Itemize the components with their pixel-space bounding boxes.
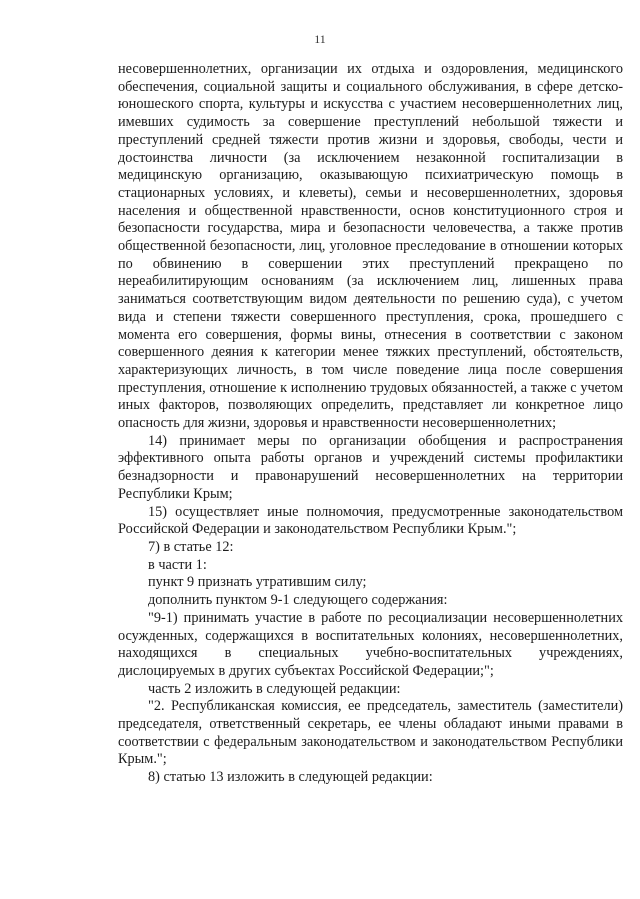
paragraph: в части 1: (148, 556, 207, 573)
paragraph: несовершеннолетних, организации их отдыха и оздоровления, медицинского обеспечения, социальной защиты и социального обслуживания, в сфере детско-юношеского спорта, культуры и искусства с участием несовершеннолетних лиц, имевших судимость за совершение преступлений небольшой тяжести и преступлений средней тяжести против жизни и здоровья, свободы, чести и достоинства личности (за исключением незаконной госпитализации в медицинскую организацию, оказывающую психиатрическую помощь в стационарных условиях, и клеветы), семьи и несовершеннолетних, здоровья населения и общественной нравственности, основ конституционного строя и безопасности государства, мира и безопасности человечества, а также против общественной безопасности, лиц, уголовное преследование в отношении которых по обвинению в совершении этих преступлений прекращено по нереабилитирующим основаниям (за исключением лиц, лишенных права заниматься соответствующим видом деятельности по решению суда), с учетом вида и степени тяжести совершенного преступления, срока, прошедшего с момента его совершения, формы вины, отнесения в соответствии с законом совершенного деяния к категории менее тяжких преступлений, обстоятельств, характеризующих личность, в том числе поведение лица после совершения преступления, отношение к исполнению трудовых обязанностей, а также с учетом иных факторов, позволяющих определить, представляет ли конкретное лицо опасность для жизни, здоровья и нравственности несовершеннолетних; (118, 61, 623, 432)
page-number: 11 (314, 32, 326, 46)
paragraph: 8) статью 13 изложить в следующей редакции: (148, 769, 433, 786)
paragraph: "9-1) принимать участие в работе по ресоциализации несовершеннолетних осужденных, содержащихся в воспитательных колониях, несовершеннолетних, находящихся в специальных учебно-воспитательных учреждениях, дислоцируемых в других субъектах Российской Федерации;"; (118, 609, 623, 679)
paragraph: 7) в статье 12: (148, 538, 234, 555)
paragraph: "2. Республиканская комиссия, ее председатель, заместитель (заместители) председателя, ответственный секретарь, ее члены обладают иными правами в соответствии с федеральным законодательством и законодательством Республики Крым."; (118, 698, 623, 768)
paragraph: 15) осуществляет иные полномочия, предусмотренные законодательством Российской Федерации и законодательством Республики Крым."; (118, 503, 623, 538)
paragraph: пункт 9 признать утратившим силу; (148, 574, 367, 591)
paragraph: дополнить пунктом 9-1 следующего содержания: (148, 592, 448, 609)
paragraph: часть 2 изложить в следующей редакции: (148, 680, 401, 697)
document-body (118, 61, 623, 787)
paragraph: 14) принимает меры по организации обобщения и распространения эффективного опыта работы органов и учреждений системы профилактики безнадзорности и правонарушений несовершеннолетних на территории Республики Крым; (118, 432, 623, 502)
